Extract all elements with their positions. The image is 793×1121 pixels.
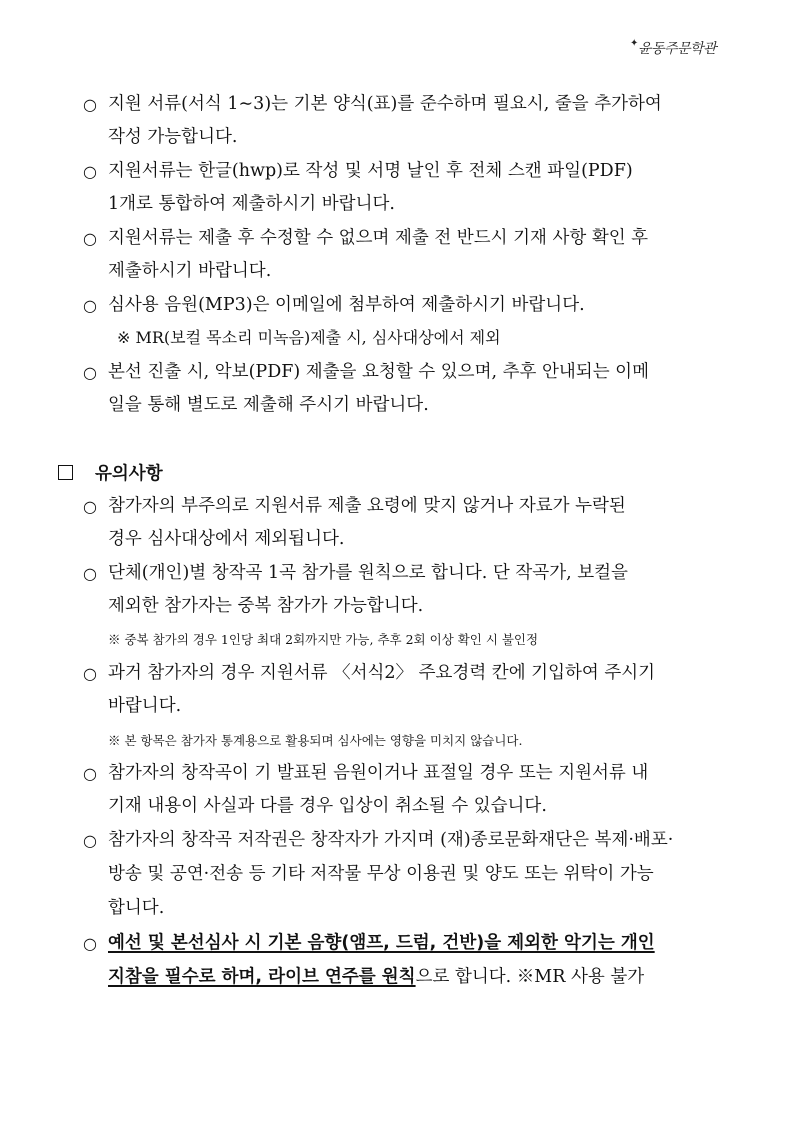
bullet-icon: ○: [83, 229, 97, 248]
emphasis-text: 예선 및 본선심사 시 기본 음향(앰프, 드럼, 건반)을 제외한 악기는 개인: [108, 933, 655, 953]
list-item-text: 단체(개인)별 창작곡 1곡 참가를 원칙으로 합니다. 단 작곡가, 보컬을: [108, 563, 628, 583]
list-item-text: 본선 진출 시, 악보(PDF) 제출을 요청할 수 있으며, 추후 안내되는 이메: [108, 362, 649, 382]
bullet-icon: ○: [83, 162, 97, 181]
list-item-text: 심사용 음원(MP3)은 이메일에 첨부하여 제출하시기 바랍니다.: [108, 295, 585, 315]
signature-logo: [630, 38, 716, 58]
list-item-text: 합니다.: [108, 898, 165, 918]
note-mr: ※ MR(보컬 목소리 미녹음)제출 시, 심사대상에서 제외: [117, 328, 501, 347]
bullet-icon: ○: [83, 497, 97, 516]
note-stats: ※ 본 항목은 참가자 통계용으로 활용되며 심사에는 영향을 미치지 않습니다.: [108, 733, 523, 748]
bullet-icon: ○: [83, 296, 97, 315]
note-duplicate: ※ 중복 참가의 경우 1인당 최대 2회까지만 가능, 추후 2회 이상 확인 시 불인정: [108, 632, 539, 647]
list-item-text: 경우 심사대상에서 제외됩니다.: [108, 529, 345, 549]
list-item-tail: 으로 합니다. ※MR 사용 불가: [415, 967, 645, 987]
bullet-icon: ○: [83, 764, 97, 783]
list-item-text: 기재 내용이 사실과 다를 경우 입상이 취소될 수 있습니다.: [108, 796, 547, 816]
list-item-text: 지원 서류(서식 1∼3)는 기본 양식(표)를 준수하며 필요시, 줄을 추가하여: [108, 94, 662, 114]
list-item-text: 제외한 참가자는 중복 참가가 가능합니다.: [108, 596, 424, 616]
list-item-text: 일을 통해 별도로 제출해 주시기 바랍니다.: [108, 395, 429, 415]
list-item-text: 바랍니다.: [108, 696, 182, 716]
bullet-icon: ○: [83, 95, 97, 114]
list-item-text: 지원서류는 제출 후 수정할 수 없으며 제출 전 반드시 기재 사항 확인 후: [108, 228, 649, 248]
signature-text: 윤동주문학관: [637, 41, 717, 57]
emphasis-text: 지참을 필수로 하며, 라이브 연주를 원칙: [108, 967, 416, 987]
bullet-icon: ○: [83, 564, 97, 583]
list-item-text: 1개로 통합하여 제출하시기 바랍니다.: [108, 194, 395, 214]
list-item-text: 참가자의 창작곡 저작권은 창작자가 가지며 (재)종로문화재단은 복제·배포·: [108, 830, 674, 850]
section-title: 유의사항: [58, 460, 163, 485]
list-item-text: 참가자의 창작곡이 기 발표된 음원이거나 표절일 경우 또는 지원서류 내: [108, 763, 649, 783]
list-item-text: 지원서류는 한글(hwp)로 작성 및 서명 날인 후 전체 스캔 파일(PDF): [108, 161, 633, 181]
bullet-icon: ○: [83, 934, 97, 953]
bullet-icon: ○: [83, 363, 97, 382]
star-icon: ✦: [630, 38, 638, 49]
list-item-text: 제출하시기 바랍니다.: [108, 261, 272, 281]
bullet-icon: ○: [83, 831, 97, 850]
list-item-emphasis: [108, 932, 655, 954]
list-item-text: 작성 가능합니다.: [108, 127, 238, 147]
list-item-emphasis: [108, 966, 644, 988]
list-item-text: 참가자의 부주의로 지원서류 제출 요령에 맞지 않거나 자료가 누락된: [108, 496, 626, 516]
list-item-text: 방송 및 공연·전송 등 기타 저작물 무상 이용권 및 양도 또는 위탁이 가능: [108, 864, 654, 884]
checkbox-square-icon: [58, 465, 73, 480]
bullet-icon: ○: [83, 664, 97, 683]
list-item-text: 과거 참가자의 경우 지원서류 〈서식2〉 주요경력 칸에 기입하여 주시기: [108, 663, 656, 683]
